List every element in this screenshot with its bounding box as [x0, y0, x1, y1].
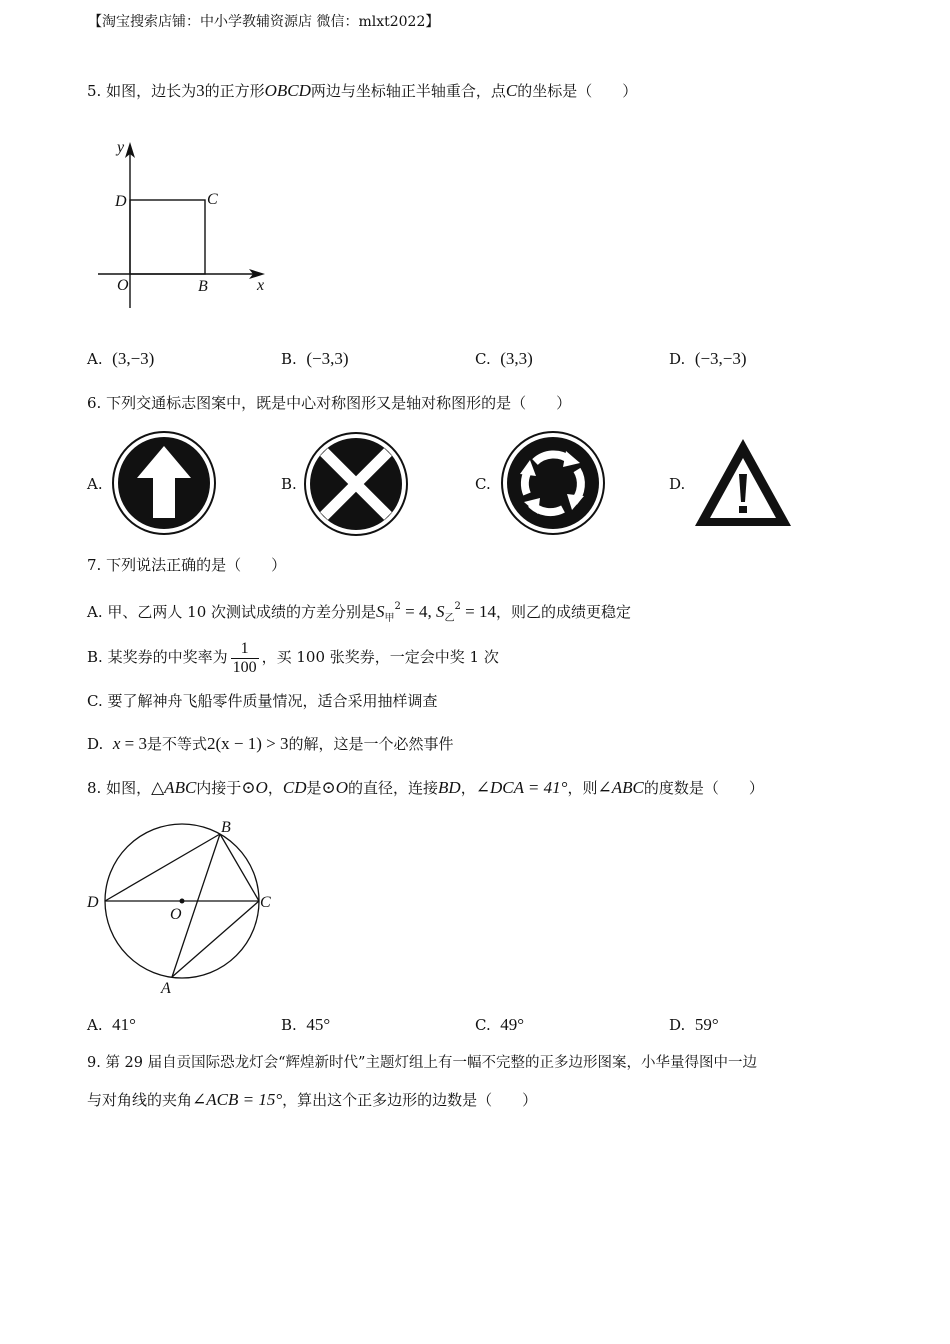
q6-option-a[interactable]: A. — [87, 475, 103, 493]
q9-stem-line2: 与对角线的夹角∠ACB = 15°，算出这个正多边形的边数是（ ） — [87, 1090, 538, 1109]
q5-option-c[interactable]: C. (3,3) — [475, 349, 533, 368]
warning-triangle-sign-icon — [692, 436, 794, 530]
q5-option-d[interactable]: D. (−3,−3) — [669, 349, 747, 368]
q5-coordinate-figure — [95, 138, 275, 313]
x-cross-sign-icon — [303, 431, 409, 537]
q9-stem-line1: 9. 第 29 届自贡国际恐龙灯会“辉煌新时代”主题灯组上有一幅不完整的正多边形图案，小华量得图中一边 — [87, 1055, 757, 1071]
point-C-label: C — [207, 191, 218, 208]
fraction: $\frac{1}{100}$ — [232, 639, 257, 676]
point-D-label: D — [87, 894, 99, 911]
axis-x-label: x — [257, 277, 265, 294]
q8-stem: 8. 如图，△ABC内接于⊙O，CD是⊙O的直径，连接BD，∠DCA = 41°，则∠ABC的度数是（ ） — [87, 778, 764, 797]
point-B-label: B — [221, 819, 231, 836]
q8-option-c[interactable]: C. 49° — [475, 1015, 525, 1034]
q5-stem: 5. 如图，边长为3的正方形OBCD两边与坐标轴正半轴重合，点C的坐标是（ ） — [87, 81, 638, 100]
header-watermark: 【淘宝搜索店铺：中小学教辅资源店 微信：mlxt2022】 — [88, 14, 440, 30]
q7-option-d[interactable]: D. x = 3是不等式2(x − 1) > 3的解，这是一个必然事件 — [87, 734, 454, 753]
q8-option-d[interactable]: D. 59° — [669, 1015, 719, 1034]
point-D-label: D — [115, 193, 127, 210]
q5-option-a[interactable]: A. (3,−3) — [87, 349, 155, 368]
point-B-label: B — [198, 278, 208, 295]
point-O-label: O — [170, 906, 182, 923]
q8-option-a[interactable]: A. 41° — [87, 1015, 136, 1034]
q7-option-c[interactable]: C. 要了解神舟飞船零件质量情况，适合采用抽样调查 — [87, 692, 438, 710]
axis-y-label: y — [117, 139, 125, 156]
q6-option-b[interactable]: B. — [281, 475, 297, 493]
arrow-up-sign-icon — [111, 430, 217, 536]
q8-option-b[interactable]: B. 45° — [281, 1015, 331, 1034]
q7-option-a[interactable]: A. 甲、乙两人 10 次测试成绩的方差分别是$S_甲^2 = 4$, $S_乙^2 = 14$，则乙的成绩更稳定 — [87, 601, 631, 624]
q8-circle-figure — [84, 815, 284, 1000]
point-C-label: C — [260, 894, 271, 911]
q7-stem: 7. 下列说法正确的是（ ） — [87, 556, 287, 574]
point-A-label: A — [161, 980, 171, 997]
roundabout-sign-icon — [500, 430, 606, 536]
point-O-label: O — [117, 277, 129, 294]
q6-stem: 6. 下列交通标志图案中，既是中心对称图形又是轴对称图形的是（ ） — [87, 394, 572, 412]
q7-option-b[interactable]: B. 某奖券的中奖率为 $\frac{1}{100}$ ，买 100 张奖券，一定会中奖 1 次 — [87, 639, 499, 676]
q6-option-d[interactable]: D. — [669, 475, 686, 493]
q6-option-c[interactable]: C. — [475, 475, 491, 493]
q5-option-b[interactable]: B. (−3,3) — [281, 349, 349, 368]
